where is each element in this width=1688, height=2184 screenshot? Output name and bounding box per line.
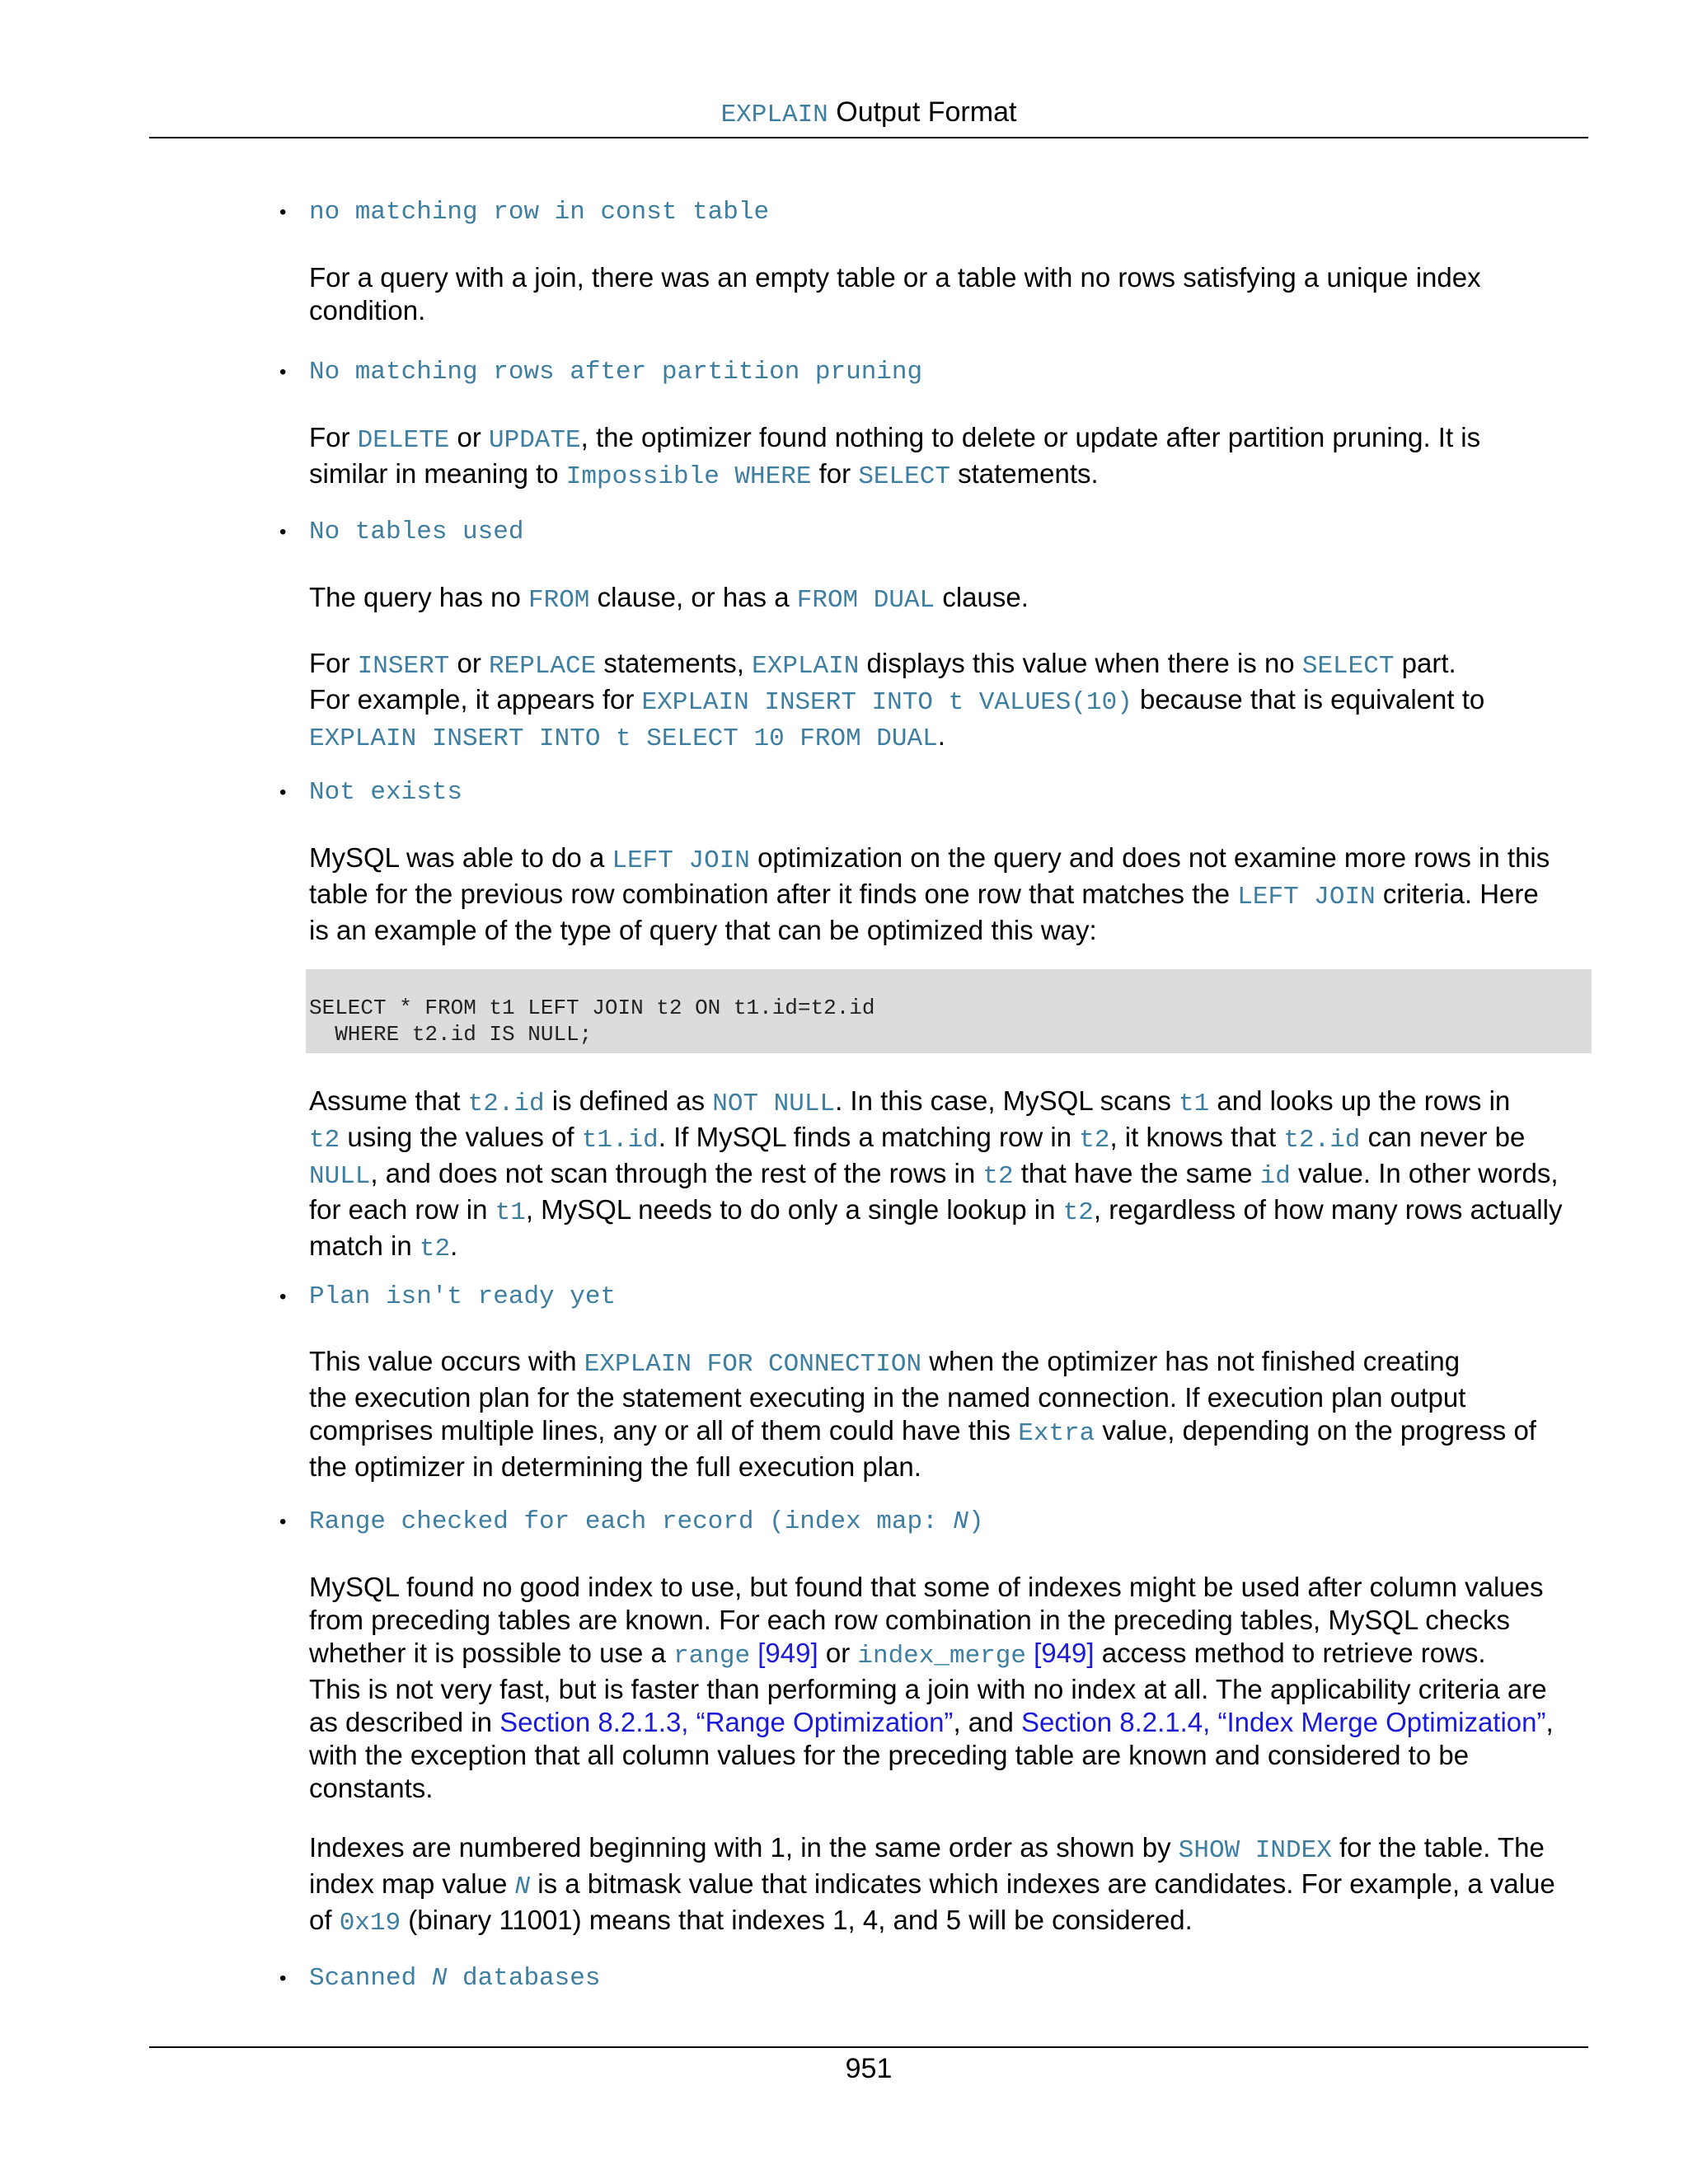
code-span: t2 bbox=[1079, 1126, 1110, 1155]
code-span: ) bbox=[968, 1507, 984, 1536]
bullet: • bbox=[279, 201, 287, 223]
text-span: statements. bbox=[950, 458, 1099, 489]
code-var: N bbox=[431, 1964, 448, 1993]
text-line bbox=[309, 1345, 1595, 1381]
para-explain-for-connection bbox=[309, 1345, 1595, 1483]
code-span: SELECT bbox=[858, 462, 950, 491]
code-span: SHOW INDEX bbox=[1178, 1836, 1332, 1865]
text-span: index map value bbox=[309, 1868, 515, 1899]
range-page-link[interactable]: [949] bbox=[750, 1638, 818, 1668]
index-merge-optimization-link[interactable]: Section 8.2.1.4, “Index Merge Optimization” bbox=[1021, 1707, 1546, 1737]
term-range-checked bbox=[309, 1506, 984, 1539]
code-span: EXPLAIN INSERT INTO t SELECT 10 FROM DUAL bbox=[309, 724, 938, 753]
range-optimization-link[interactable]: Section 8.2.1.3, “Range Optimization” bbox=[499, 1707, 954, 1737]
text-span: value. In other words, bbox=[1290, 1158, 1559, 1188]
text-span: , regardless of how many rows actually bbox=[1093, 1194, 1563, 1225]
text-span: or bbox=[449, 648, 489, 678]
text-line: MySQL found no good index to use, but found that some of indexes might be used after column values bbox=[309, 1572, 1544, 1602]
text-span: whether it is possible to use a bbox=[309, 1638, 674, 1668]
code-span: LEFT JOIN bbox=[612, 846, 750, 875]
text-span: part. bbox=[1394, 648, 1456, 678]
code-span: Range checked for each record (index map: bbox=[309, 1507, 954, 1536]
text-span: MySQL was able to do a bbox=[309, 842, 612, 873]
text-span: Assume that bbox=[309, 1085, 468, 1116]
code-span: t2.id bbox=[467, 1090, 545, 1118]
bullet: • bbox=[279, 781, 287, 804]
text-line bbox=[309, 683, 1595, 719]
code-span: FROM bbox=[528, 586, 590, 615]
text-line bbox=[309, 841, 1595, 878]
code-span: range bbox=[673, 1642, 751, 1671]
text-span: using the values of bbox=[340, 1122, 582, 1152]
code-span: t2 bbox=[1062, 1198, 1094, 1227]
text-span: or bbox=[449, 422, 489, 452]
header-code: EXPLAIN bbox=[720, 101, 828, 129]
text-span: This value occurs with bbox=[309, 1346, 584, 1376]
code-span: FROM DUAL bbox=[796, 586, 935, 615]
code-span: EXPLAIN FOR CONNECTION bbox=[584, 1350, 922, 1379]
text-span: for the table. The bbox=[1331, 1832, 1545, 1863]
term-scanned-databases bbox=[309, 1962, 600, 1995]
code-span: t2.id bbox=[1283, 1126, 1361, 1155]
term-no-matching-partition: No matching rows after partition pruning bbox=[309, 358, 923, 387]
text-span: , and bbox=[953, 1707, 1022, 1737]
text-span: when the optimizer has not finished creating bbox=[921, 1346, 1461, 1376]
text-span: displays this value when there is no bbox=[859, 648, 1302, 678]
text-span: , it knows that bbox=[1109, 1122, 1284, 1152]
para-left-join bbox=[309, 841, 1595, 947]
text-line: constants. bbox=[309, 1773, 434, 1803]
text-span: clause, or has a bbox=[589, 582, 797, 612]
header-rule bbox=[149, 137, 1588, 138]
text-span: for bbox=[811, 458, 859, 489]
text-span: for each row in bbox=[309, 1194, 495, 1225]
code-span: NULL bbox=[309, 1162, 371, 1191]
text-span: as described in bbox=[309, 1707, 500, 1737]
code-span: t1.id bbox=[581, 1126, 659, 1155]
text-line bbox=[309, 457, 1595, 494]
code-span: Scanned bbox=[309, 1964, 432, 1993]
term-no-tables-used: No tables used bbox=[309, 518, 524, 546]
text-span: or bbox=[818, 1638, 858, 1668]
code-span: t2 bbox=[309, 1126, 340, 1155]
text-span: that have the same bbox=[1013, 1158, 1260, 1188]
text-span: table for the previous row combination after it finds one row that matches the bbox=[309, 879, 1238, 909]
para-assume-not-null bbox=[309, 1085, 1595, 1266]
text-span: . In this case, MySQL scans bbox=[835, 1085, 1179, 1116]
text-span: For example, it appears for bbox=[309, 684, 642, 715]
text-span: because that is equivalent to bbox=[1132, 684, 1485, 715]
code-span: id bbox=[1259, 1162, 1291, 1191]
para-no-from bbox=[309, 581, 1595, 617]
text-span: can never be bbox=[1360, 1122, 1526, 1152]
code-span: EXPLAIN bbox=[752, 652, 860, 681]
code-span: DELETE bbox=[357, 426, 450, 455]
text-span: of bbox=[309, 1905, 340, 1935]
code-example-block bbox=[306, 969, 1592, 1053]
text-span: similar in meaning to bbox=[309, 458, 566, 489]
text-span: , and does not scan through the rest of the rows in bbox=[370, 1158, 983, 1188]
text-line bbox=[309, 1121, 1595, 1157]
text-line bbox=[309, 1904, 1595, 1940]
code-span: t1 bbox=[495, 1198, 526, 1227]
text-span: is a bitmask value that indicates which indexes are candidates. For example, a value bbox=[530, 1868, 1555, 1899]
code-span: NOT NULL bbox=[712, 1090, 836, 1118]
code-span: t1 bbox=[1179, 1090, 1210, 1118]
text-span: (binary 11001) means that indexes 1, 4, and 5 will be considered. bbox=[401, 1905, 1193, 1935]
bullet: • bbox=[279, 1967, 287, 1990]
para-range-checked bbox=[309, 1571, 1595, 1805]
code-span: t2 bbox=[419, 1235, 451, 1263]
text-span: For bbox=[309, 422, 358, 452]
text-line: condition. bbox=[309, 295, 426, 326]
text-span: statements, bbox=[596, 648, 753, 678]
text-span: The query has no bbox=[309, 582, 528, 612]
text-span: Indexes are numbered beginning with 1, in the same order as shown by bbox=[309, 1832, 1179, 1863]
text-line: from preceding tables are known. For each row combination in the preceding tables, MySQL checks bbox=[309, 1605, 1511, 1635]
text-line: the execution plan for the statement executing in the named connection. If execution plan output bbox=[309, 1382, 1466, 1413]
code-span: UPDATE bbox=[488, 426, 581, 455]
text-span: access method to retrieve rows. bbox=[1094, 1638, 1486, 1668]
text-line bbox=[309, 1193, 1595, 1230]
text-line bbox=[309, 1831, 1595, 1868]
text-span: , MySQL needs to do only a single lookup in bbox=[525, 1194, 1063, 1225]
code-var: N bbox=[514, 1872, 531, 1901]
code-span: t2 bbox=[982, 1162, 1014, 1191]
para-index-numbering bbox=[309, 1831, 1595, 1940]
text-line: with the exception that all column values for the preceding table are known and considered to be bbox=[309, 1740, 1470, 1770]
text-span: For bbox=[309, 648, 358, 678]
code-span: REPLACE bbox=[488, 652, 597, 681]
code-span: EXPLAIN INSERT INTO t VALUES(10) bbox=[641, 688, 1132, 717]
text-span: . If MySQL finds a matching row in bbox=[658, 1122, 1080, 1152]
text-line bbox=[309, 1868, 1595, 1904]
text-span: and looks up the rows in bbox=[1209, 1085, 1511, 1116]
text-line bbox=[309, 1414, 1595, 1451]
bullet: • bbox=[279, 1511, 287, 1533]
text-span: is defined as bbox=[544, 1085, 713, 1116]
text-span: value, depending on the progress of bbox=[1095, 1415, 1536, 1446]
text-span: , bbox=[1545, 1707, 1554, 1737]
index-merge-page-link[interactable]: [949] bbox=[1026, 1638, 1095, 1668]
code-span: 0x19 bbox=[339, 1909, 401, 1938]
bullet: • bbox=[279, 1286, 287, 1308]
text-line bbox=[309, 1230, 1595, 1266]
text-span: . bbox=[450, 1230, 458, 1261]
code-span: INSERT bbox=[357, 652, 450, 681]
text-span: clause. bbox=[935, 582, 1029, 612]
code-example: SELECT * FROM t1 LEFT JOIN t2 ON t1.id=t2.id WHERE t2.id IS NULL; bbox=[309, 996, 875, 1047]
code-span: LEFT JOIN bbox=[1237, 883, 1376, 912]
code-span: Impossible WHERE bbox=[565, 462, 812, 491]
bullet: • bbox=[279, 521, 287, 543]
bullet: • bbox=[279, 361, 287, 383]
text-line: the optimizer in determining the full execution plan. bbox=[309, 1451, 921, 1482]
text-line bbox=[309, 1637, 1595, 1673]
header-text: Output Format bbox=[828, 96, 1017, 128]
text-line bbox=[309, 719, 1595, 756]
para-insert-replace bbox=[309, 647, 1595, 756]
text-span: optimization on the query and does not examine more rows in this bbox=[749, 842, 1550, 873]
term-plan-not-ready: Plan isn't ready yet bbox=[309, 1282, 617, 1311]
text-line bbox=[309, 647, 1595, 683]
text-span: comprises multiple lines, any or all of them could have this bbox=[309, 1415, 1019, 1446]
text-span: criteria. Here bbox=[1375, 879, 1539, 909]
code-var: N bbox=[953, 1507, 968, 1536]
code-span: index_merge bbox=[857, 1642, 1026, 1671]
term-not-exists: Not exists bbox=[309, 778, 463, 807]
page-header bbox=[149, 92, 1588, 135]
text-line: is an example of the type of query that can be optimized this way: bbox=[309, 915, 1097, 945]
term-no-matching-row-const: no matching row in const table bbox=[309, 198, 770, 227]
text-span: , the optimizer found nothing to delete or update after partition pruning. It is bbox=[580, 422, 1481, 452]
text-line bbox=[309, 1085, 1595, 1121]
code-span: SELECT bbox=[1301, 652, 1395, 681]
text-line bbox=[309, 581, 1595, 617]
para-partition-pruning bbox=[309, 421, 1595, 494]
text-line bbox=[309, 878, 1595, 914]
text-line bbox=[309, 421, 1595, 457]
code-span: Extra bbox=[1018, 1419, 1095, 1448]
text-line bbox=[309, 1706, 1595, 1739]
text-span: . bbox=[937, 720, 945, 751]
text-line: This is not very fast, but is faster than performing a join with no index at all. The applicability criteria are bbox=[309, 1674, 1547, 1704]
footer-rule bbox=[149, 2046, 1588, 2048]
text-line: For a query with a join, there was an empty table or a table with no rows satisfying a unique index bbox=[309, 262, 1481, 293]
page-number: 951 bbox=[845, 2053, 893, 2084]
code-span: databases bbox=[447, 1964, 601, 1993]
para-no-matching-row bbox=[309, 261, 1595, 327]
text-span: match in bbox=[309, 1230, 420, 1261]
text-line bbox=[309, 1157, 1595, 1193]
